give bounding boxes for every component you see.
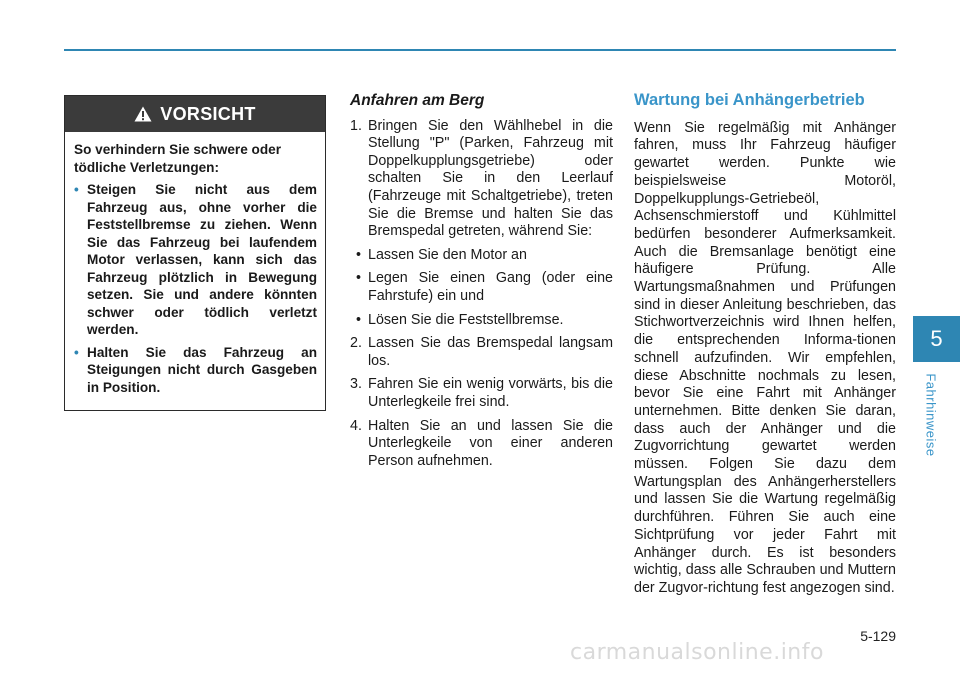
step-text: Halten Sie an und lassen Sie die Unterlegkeile von einer anderen Person aufnehmen.: [368, 417, 613, 469]
page-number: 5-129: [860, 628, 896, 644]
maintenance-body: Wenn Sie regelmäßig mit Anhänger fahren, muss Ihr Fahrzeug häufiger gewartet werden. Punkte wie beispielsweise Motoröl, Doppelkupplungs-Getriebeöl, Achsenschmierstoff und Kühlmittel bedürfen besonderer Aufmerksamkeit. Auch die Bremsanlage benötigt eine häufigere Prüfung. Alle Wartungsmaßnahmen und Prüfungen sind in dieser Anleitung beschrieben, das Stichwortverzeichnis wird Ihnen helfen, die entsprechenden Informa-tionen schnell aufzufinden. Wir empfehlen, diese Abschnitte nochmals zu lesen, bevor Sie eine Fahrt mit Anhänger unternehmen. Bitte denken Sie daran, dass auch der Anhänger und die Zugvorrichtung gewartet werden müssen. Folgen Sie dazu dem Wartungsplan des Anhängerherstellers und lassen Sie die Wartung regelmäßig durchführen. Führen Sie auch eine Sichtprüfung vor jeder Fahrt mit Anhänger durch. Es ist besonders wichtig, dass alle Schrauben und Muttern der Zugvor-richtung fest angezogen sind.: [634, 119, 896, 596]
step-item: [350, 418, 613, 471]
bullet-icon: •: [356, 270, 362, 287]
step-item: [350, 335, 613, 370]
chapter-label-text: Fahrhinweise: [923, 373, 939, 457]
step-number: 4.: [350, 417, 362, 434]
step-text: Bringen Sie den Wählhebel in die Stellung "P" (Parken, Fahrzeug mit Doppelkupplungsgetriebe) oder schalten Sie in den Leerlauf (Fahrzeuge mit Schaltgetriebe), treten Sie die Bremse und halten Sie das Bremspedal getreten, während Sie:: [368, 117, 613, 240]
chapter-tab[interactable]: 5: [913, 316, 960, 362]
sub-bullet: [356, 312, 613, 330]
sub-bullet-text: Legen Sie einen Gang (oder eine Fahrstufe) ein und: [368, 270, 613, 304]
watermark: carmanualsonline.info: [570, 640, 824, 665]
bullet-icon: •: [356, 246, 362, 263]
step-number: 1.: [350, 117, 362, 134]
warning-item-text: Steigen Sie nicht aus dem Fahrzeug aus, ohne vorher die Feststellbremse zu ziehen. Wenn Sie das Fahrzeug bei laufendem Motor verlassen, kann sich das Fahrzeug plötzlich in Bewegung setzen. Sie und andere könnten schwer oder tödlich verletzt werden.: [87, 182, 317, 337]
warning-body: [65, 132, 325, 396]
warning-item-text: Halten Sie das Fahrzeug an Steigungen nicht durch Gasgeben in Position.: [87, 344, 317, 395]
warning-triangle-icon: [134, 106, 152, 122]
bullet-icon: •: [356, 311, 362, 328]
top-rule: [64, 49, 896, 51]
step-text: Fahren Sie ein wenig vorwärts, bis die Unterlegkeile frei sind.: [368, 376, 613, 410]
maintenance-section: [634, 92, 896, 598]
maintenance-heading: Wartung bei Anhängerbetrieb: [634, 91, 865, 109]
warning-box: [64, 95, 326, 411]
sub-bullet-text: Lösen Sie die Feststellbremse.: [368, 311, 564, 328]
warning-item: [74, 344, 317, 397]
bullet-icon: •: [74, 344, 79, 360]
step-text: Lassen Sie das Bremspedal langsam los.: [368, 335, 613, 369]
hill-start-section: [350, 92, 613, 476]
sub-bullet: [356, 247, 613, 265]
warning-header: [65, 96, 325, 132]
chapter-label: [921, 370, 941, 460]
step-item: [350, 118, 613, 241]
warning-item: [74, 181, 317, 339]
sub-bullet: [356, 270, 613, 305]
bullet-icon: •: [74, 182, 79, 197]
sub-bullet-text: Lassen Sie den Motor an: [368, 246, 527, 263]
step-item: [350, 376, 613, 411]
hill-start-heading: Anfahren am Berg: [350, 92, 485, 109]
warning-title: VORSICHT: [160, 103, 256, 124]
step-number: 2.: [350, 335, 362, 352]
warning-intro: So verhindern Sie schwere oder tödliche Verletzungen:: [74, 142, 281, 175]
step-number: 3.: [350, 376, 362, 393]
